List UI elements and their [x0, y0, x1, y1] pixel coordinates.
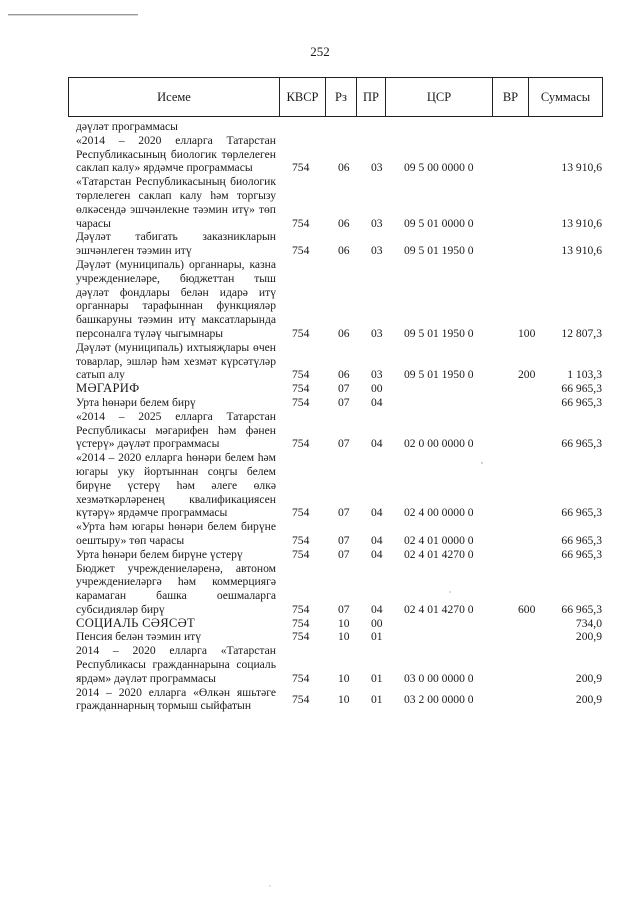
cell-csr: 02 0 00 0000 0 [404, 437, 474, 451]
cell-name: 2014 – 2020 елларга «Татарстан Республикасы гражданнарына социаль ярдәм» дәүләт программасы [76, 644, 276, 685]
cell-kvsr: 754 [292, 671, 310, 685]
cell-pr: 04 [371, 533, 383, 547]
cell-rz: 07 [338, 395, 350, 409]
cell-pr: 01 [371, 630, 383, 644]
cell-sum: 1 103,3 [567, 368, 602, 382]
cell-name: дәүләт программасы [76, 120, 178, 133]
cell-pr: 04 [371, 506, 383, 520]
cell-rz: 06 [338, 161, 350, 175]
cell-kvsr: 754 [292, 216, 310, 230]
cell-pr: 04 [371, 395, 383, 409]
cell-sum: 66 965,3 [561, 382, 602, 396]
cell-sum: 13 910,6 [561, 161, 602, 175]
cell-name: «Урта һәм югары һөнәри белем бирүне оештыру» төп чарасы [76, 520, 276, 547]
page-number: 252 [310, 44, 330, 59]
cell-kvsr: 754 [292, 368, 310, 382]
cell-pr: 03 [371, 161, 383, 175]
cell-csr: 02 4 01 4270 0 [404, 602, 474, 616]
cell-pr: 00 [371, 616, 383, 630]
cell-name: Дәүләт (муниципаль) органнары, казна учреждениеләре, бюджеттан тыш дәүләт фондлары белән идарә итү органнары тарафыннан функцияләр башкаруны тәэмин итү максатларында персоналга түләү чыгымнары [76, 257, 276, 340]
cell-csr: 09 5 01 1950 0 [404, 368, 474, 382]
cell-kvsr: 754 [292, 547, 310, 561]
cell-name: «2014 – 2020 елларга һөнәри белем һәм югары уку йортыннан соңгы белем бирүне үстерү һәм әлеге өлкә хезмәткәрләренең квалификациясен күтәрү» ярдәмче программасы [76, 451, 276, 520]
header-sum: Суммасы [540, 89, 591, 104]
cell-sum: 200,9 [575, 692, 602, 706]
cell-rz: 06 [338, 244, 350, 258]
cell-sum: 66 965,3 [561, 506, 602, 520]
cell-name: 2014 – 2020 елларга «Өлкән яшьтәге гражданнарның тормыш сыйфатын [76, 685, 276, 713]
cell-sum: 66 965,3 [561, 533, 602, 547]
cell-csr: 09 5 01 1950 0 [404, 244, 474, 258]
cell-rz: 07 [338, 602, 350, 616]
cell-pr: 03 [371, 244, 383, 258]
cell-kvsr: 754 [292, 326, 310, 340]
header-name: Исеме [69, 78, 280, 116]
cell-csr: 09 5 00 0000 0 [404, 161, 474, 175]
cell-kvsr: 754 [292, 382, 310, 396]
cell-pr: 04 [371, 602, 383, 616]
cell-csr: 09 5 01 0000 0 [404, 216, 474, 230]
cell-pr: 03 [371, 326, 383, 340]
header-pr: ПР [357, 78, 386, 116]
cell-kvsr: 754 [292, 533, 310, 547]
cell-sum: 200,9 [575, 630, 602, 644]
cell-kvsr: 754 [292, 244, 310, 258]
cell-sum: 13 910,6 [561, 244, 602, 258]
cell-name: Дәүләт табигать заказникларын эшчәнлеген тәэмин итү [76, 230, 276, 258]
cell-pr: 01 [371, 671, 383, 685]
cell-pr: 04 [371, 547, 383, 561]
cell-kvsr: 754 [292, 506, 310, 520]
cell-rz: 07 [338, 382, 350, 396]
cell-rz: 07 [338, 533, 350, 547]
cell-name: «Татарстан Республикасының биологик төрлелеген саклап калу һәм торгызу өлкәсендә эшчәнлекне тәэмин итү» төп чарасы [76, 175, 276, 230]
cell-kvsr: 754 [292, 630, 310, 644]
cell-rz: 10 [338, 671, 350, 685]
cell-name: МӘГАРИФ [76, 381, 140, 396]
cell-vr: 100 [518, 326, 536, 340]
cell-rz: 06 [338, 216, 350, 230]
cell-kvsr: 754 [292, 692, 310, 706]
cell-name: «2014 – 2020 елларга Татарстан Республикасының биологик төрлелеген саклап калу» ярдәмче программасы [76, 133, 276, 175]
cell-sum: 12 807,3 [561, 326, 602, 340]
cell-csr: 03 2 00 0000 0 [404, 692, 474, 706]
cell-kvsr: 754 [292, 602, 310, 616]
cell-rz: 07 [338, 547, 350, 561]
header-kvsr: КВСР [280, 78, 326, 116]
cell-pr: 03 [371, 368, 383, 382]
cell-pr: 03 [371, 216, 383, 230]
cell-name: Пенсия белән тәэмин итү [76, 630, 202, 644]
cell-csr: 09 5 01 1950 0 [404, 326, 474, 340]
cell-sum: 66 965,3 [561, 395, 602, 409]
cell-rz: 06 [338, 326, 350, 340]
cell-rz: 07 [338, 506, 350, 520]
cell-csr: 02 4 01 4270 0 [404, 547, 474, 561]
cell-sum: 66 965,3 [561, 547, 602, 561]
cell-sum: 66 965,3 [561, 602, 602, 616]
cell-vr: 200 [518, 368, 536, 382]
header-vr: ВР [493, 78, 529, 116]
cell-rz: 10 [338, 630, 350, 644]
cell-csr: 02 4 01 0000 0 [404, 533, 474, 547]
cell-pr: 00 [371, 382, 383, 396]
cell-name: Бюджет учреждениеләренә, автоном учреждениеләргә һәм коммерциягә карамаган башка оешмаларга субсидияләр бирү [76, 561, 276, 616]
cell-rz: 06 [338, 368, 350, 382]
cell-kvsr: 754 [292, 616, 310, 630]
cell-csr: 03 0 00 0000 0 [404, 671, 474, 685]
cell-pr: 04 [371, 437, 383, 451]
cell-name: Дәүләт (муниципаль) ихтыяҗлары өчен товарлар, эшләр һәм хезмәт күрсәтүләр сатып алу [76, 340, 276, 382]
cell-pr: 01 [371, 692, 383, 706]
cell-rz: 10 [338, 616, 350, 630]
header-rz: Рз [326, 78, 357, 116]
cell-sum: 13 910,6 [561, 216, 602, 230]
cell-name: Урта һөнәри белем бирүне үстерү [76, 547, 243, 561]
cell-sum: 734,0 [575, 616, 602, 630]
cell-sum: 200,9 [575, 671, 602, 685]
cell-sum: 66 965,3 [561, 437, 602, 451]
cell-name: «2014 – 2025 елларга Татарстан Республикасы мәгарифен һәм фәнен үстерү» дәүләт программасы [76, 409, 276, 451]
cell-kvsr: 754 [292, 437, 310, 451]
cell-name: СОЦИАЛЬ СӘЯСӘТ [76, 615, 195, 630]
cell-kvsr: 754 [292, 161, 310, 175]
header-csr: ЦСР [386, 78, 493, 116]
cell-kvsr: 754 [292, 395, 310, 409]
cell-csr: 02 4 00 0000 0 [404, 506, 474, 520]
cell-name: Урта һөнәри белем бирү [76, 395, 196, 409]
cell-vr: 600 [518, 602, 536, 616]
cell-rz: 07 [338, 437, 350, 451]
cell-rz: 10 [338, 692, 350, 706]
